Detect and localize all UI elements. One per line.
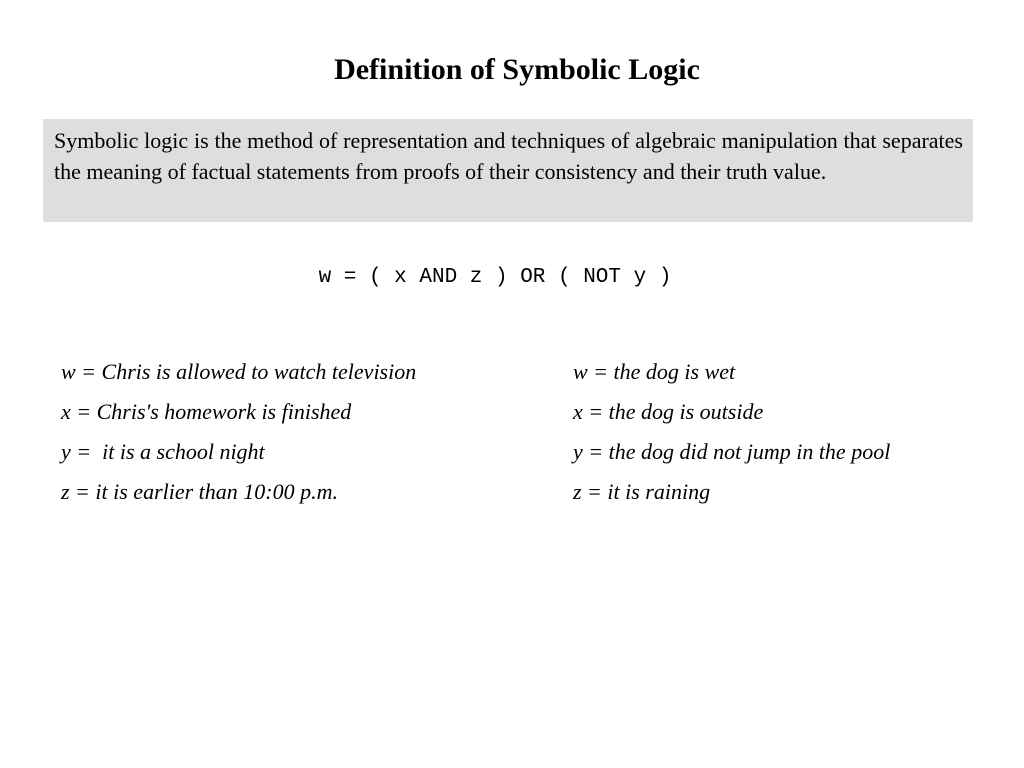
slide-title: Definition of Symbolic Logic: [334, 53, 700, 86]
variable-definition-z: z = it is earlier than 10:00 p.m.: [61, 479, 339, 504]
variable-definition-w: w = Chris is allowed to watch television: [61, 359, 417, 384]
variable-definition-w: w = the dog is wet: [573, 359, 736, 384]
definition-box: [43, 119, 973, 222]
logic-formula: w = ( x AND z ) OR ( NOT y ): [318, 266, 672, 289]
example-list-television: [61, 352, 416, 512]
variable-definition-y: y = the dog did not jump in the pool: [573, 439, 891, 464]
variable-definition-y: y = it is a school night: [61, 439, 265, 464]
variable-definition-x: x = Chris's homework is finished: [61, 399, 352, 424]
example-list-dog: [573, 352, 890, 512]
variable-definition-x: x = the dog is outside: [573, 399, 764, 424]
variable-definition-z: z = it is raining: [573, 479, 711, 504]
definition-text: Symbolic logic is the method of representation and techniques of algebraic manipulation that separates the meaning of factual statements from proofs of their consistency and their truth value.: [54, 128, 963, 184]
